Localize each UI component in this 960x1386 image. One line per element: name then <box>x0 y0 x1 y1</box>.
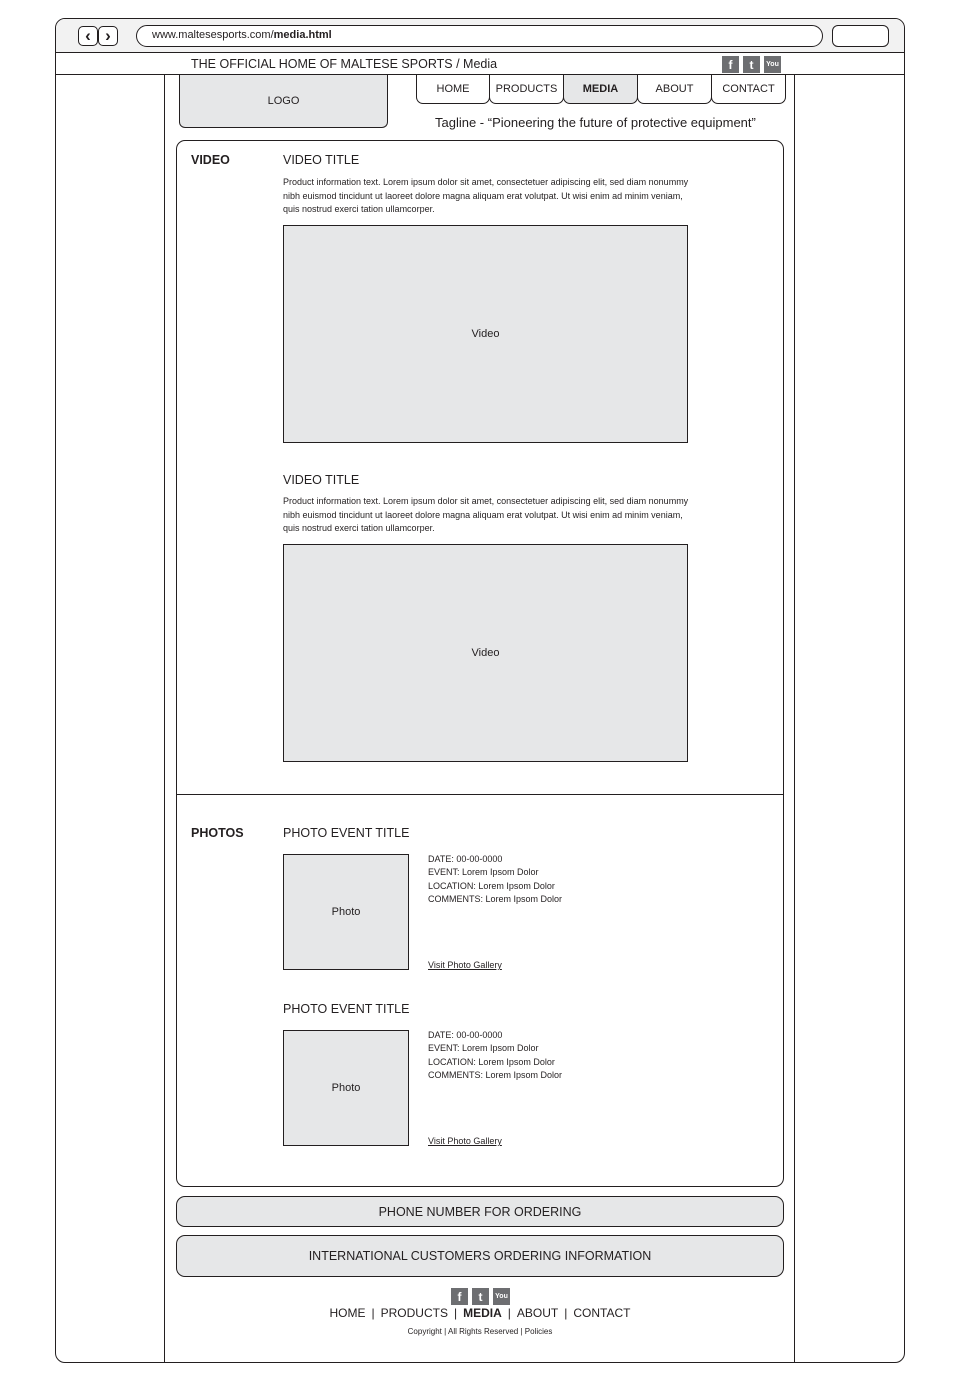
section-divider <box>176 794 784 795</box>
facebook-glyph: f <box>728 57 733 72</box>
photo-placeholder-label: Photo <box>331 906 361 918</box>
facebook-icon[interactable] <box>722 56 739 73</box>
nav-tab-about[interactable] <box>637 75 712 104</box>
url-domain: www.maltesesports.com/ <box>152 29 274 41</box>
url-page: media.html <box>273 29 332 41</box>
tagline: Tagline - “Pioneering the future of protective equipment” <box>435 115 756 130</box>
browser-search-box[interactable] <box>832 25 889 47</box>
event-location: LOCATION: Lorem Ipsom Dolor <box>428 880 555 891</box>
nav-tab-contact[interactable] <box>711 75 786 104</box>
video-description: Product information text. Lorem ipsum dolor sit amet, consectetuer adipiscing elit, sed diam nonummy nibh euismod tincidunt ut laoreet dolore magna aliquam erat volutpat. Ut wisi enim ad minim veniam, quis nostrud exerci tation ullamcorper. <box>283 177 689 214</box>
event-location: LOCATION: Lorem Ipsom Dolor <box>428 1056 555 1067</box>
footer-separator: | <box>507 1306 511 1320</box>
photo-event-details <box>428 853 562 907</box>
nav-tab-label: PRODUCTS <box>495 83 558 95</box>
video-player[interactable] <box>283 225 688 443</box>
facebook-glyph: f <box>457 1289 462 1304</box>
page-column-right-edge <box>794 75 795 1363</box>
nav-tab-label: CONTACT <box>722 83 775 95</box>
footer-separator: | <box>453 1306 458 1320</box>
photo-placeholder-label: Photo <box>331 1082 361 1094</box>
forward-button[interactable] <box>98 26 118 46</box>
photo-thumbnail[interactable] <box>283 854 409 970</box>
visit-photo-gallery-link[interactable]: Visit Photo Gallery <box>428 1136 502 1146</box>
twitter-glyph: t <box>478 1289 483 1304</box>
copyright: Copyright | All Rights Reserved | Policies <box>407 1327 553 1336</box>
footer-link-home[interactable]: HOME <box>329 1306 366 1320</box>
event-name: EVENT: Lorem Ipsom Dolor <box>428 867 539 878</box>
twitter-glyph: t <box>749 57 754 72</box>
footer-nav <box>176 1306 784 1320</box>
footer-link-products[interactable]: PRODUCTS <box>380 1306 448 1320</box>
chevron-right-icon: › <box>105 26 111 45</box>
site-title: THE OFFICIAL HOME OF MALTESE SPORTS / Media <box>191 57 498 71</box>
youtube-glyph: You <box>495 1293 508 1300</box>
phone-ordering-bar[interactable] <box>176 1196 784 1227</box>
twitter-icon[interactable] <box>472 1288 489 1305</box>
photo-event-title: PHOTO EVENT TITLE <box>283 1002 410 1016</box>
video-placeholder-label: Video <box>471 647 500 659</box>
event-date: DATE: 00-00-0000 <box>428 854 503 864</box>
youtube-icon[interactable] <box>493 1288 510 1305</box>
youtube-icon[interactable] <box>764 56 781 73</box>
international-ordering-label: INTERNATIONAL CUSTOMERS ORDERING INFORMATION <box>308 1249 652 1263</box>
twitter-icon[interactable] <box>743 56 760 73</box>
nav-tab-label: MEDIA <box>582 83 619 95</box>
photo-event-title: PHOTO EVENT TITLE <box>283 826 410 840</box>
chevron-left-icon: ‹ <box>85 26 91 45</box>
nav-tab-products[interactable] <box>489 75 564 104</box>
photo-thumbnail[interactable] <box>283 1030 409 1146</box>
video-title: VIDEO TITLE <box>283 153 360 167</box>
footer-link-media[interactable]: MEDIA <box>463 1306 502 1320</box>
footer-separator: | <box>371 1306 375 1320</box>
nav-tab-home[interactable] <box>416 75 490 104</box>
event-name: EVENT: Lorem Ipsom Dolor <box>428 1043 539 1054</box>
event-comments: COMMENTS: Lorem Ipsom Dolor <box>428 1070 563 1081</box>
facebook-icon[interactable] <box>451 1288 468 1305</box>
event-comments: COMMENTS: Lorem Ipsom Dolor <box>428 894 563 905</box>
photo-event-details <box>428 1029 562 1083</box>
phone-ordering-label: PHONE NUMBER FOR ORDERING <box>378 1204 582 1219</box>
logo[interactable] <box>179 75 388 128</box>
video-description: Product information text. Lorem ipsum dolor sit amet, consectetuer adipiscing elit, sed diam nonummy nibh euismod tincidunt ut laoreet dolore magna aliquam erat volutpat. Ut wisi enim ad minim veniam, quis nostrud exerci tation ullamcorper. <box>283 496 689 533</box>
footer-link-about[interactable]: ABOUT <box>516 1306 559 1320</box>
address-bar[interactable] <box>136 25 823 47</box>
logo-label: LOGO <box>267 95 300 107</box>
photos-section-label: PHOTOS <box>191 826 244 840</box>
event-date: DATE: 00-00-0000 <box>428 1030 503 1040</box>
video-player[interactable] <box>283 544 688 762</box>
international-ordering-bar[interactable] <box>176 1235 784 1277</box>
visit-photo-gallery-link[interactable]: Visit Photo Gallery <box>428 960 502 970</box>
video-section-label: VIDEO <box>191 153 230 167</box>
nav-tab-media[interactable] <box>563 75 638 104</box>
page-column-left-edge <box>164 75 165 1363</box>
youtube-glyph: You <box>766 61 779 68</box>
footer-separator: | <box>564 1306 568 1320</box>
nav-tab-label: HOME <box>436 83 470 95</box>
video-placeholder-label: Video <box>471 328 500 340</box>
footer-link-contact[interactable]: CONTACT <box>573 1306 631 1320</box>
back-button[interactable] <box>78 26 98 46</box>
video-title: VIDEO TITLE <box>283 473 360 487</box>
nav-tab-label: ABOUT <box>655 83 694 95</box>
